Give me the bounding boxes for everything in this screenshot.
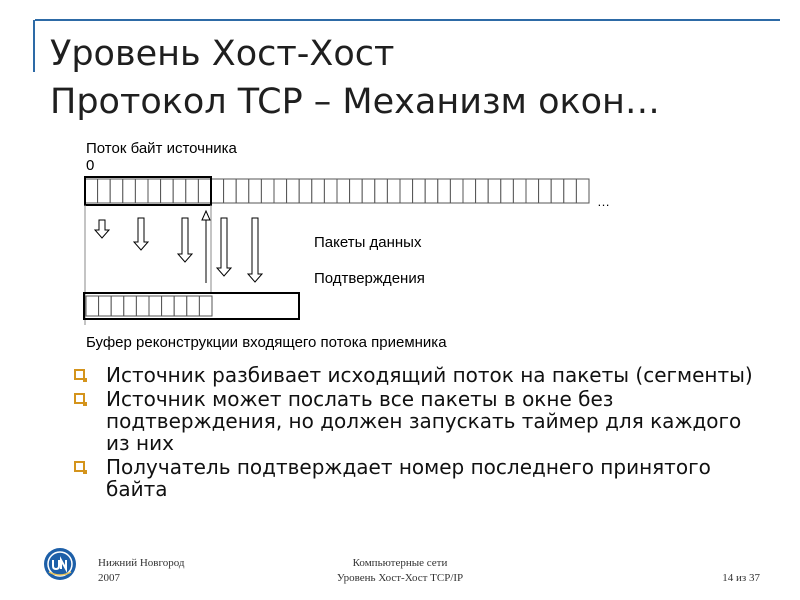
unn-logo-icon	[43, 547, 77, 581]
arrow-shape	[134, 218, 148, 250]
footer-course: Компьютерные сети	[352, 557, 448, 569]
source-byte-cell	[564, 179, 577, 203]
stream-continuation-ellipsis: …	[597, 194, 610, 209]
arrow-shape	[178, 218, 192, 262]
source-byte-cell	[287, 179, 300, 203]
receiver-buffer-cells	[86, 296, 212, 316]
buffer-byte-cell	[149, 296, 162, 316]
packet-arrows	[95, 218, 262, 282]
source-byte-cell	[123, 179, 136, 203]
source-byte-cell	[526, 179, 539, 203]
source-byte-cell	[148, 179, 161, 203]
receiver-buffer-label: Буфер реконструкции входящего потока приемника	[86, 334, 447, 351]
source-byte-cell	[85, 179, 98, 203]
source-byte-cell	[186, 179, 199, 203]
source-byte-cell	[350, 179, 363, 203]
bullet-square-icon	[74, 393, 85, 404]
buffer-byte-cell	[124, 296, 137, 316]
source-byte-cell	[261, 179, 274, 203]
data-packets-label: Пакеты данных	[314, 234, 422, 251]
source-byte-cell	[224, 179, 237, 203]
source-byte-cell	[463, 179, 476, 203]
footer-center	[300, 556, 500, 586]
bullet-text: Получатель подтверждает номер последнего принятого байта	[106, 455, 711, 501]
packet-down-arrow	[178, 218, 192, 262]
source-byte-cell	[173, 179, 186, 203]
arrow-shape	[248, 218, 262, 282]
source-byte-cell	[488, 179, 501, 203]
source-byte-cell	[450, 179, 463, 203]
source-byte-cell	[198, 179, 211, 203]
buffer-byte-cell	[111, 296, 124, 316]
footer-topic: Уровень Хост-Хост TCP/IP	[336, 572, 464, 584]
source-byte-cell	[274, 179, 287, 203]
source-byte-cell	[551, 179, 564, 203]
ack-arrow	[202, 211, 210, 283]
source-byte-cell	[249, 179, 262, 203]
source-byte-cell	[312, 179, 325, 203]
arrow-shape	[217, 218, 231, 276]
buffer-byte-cell	[199, 296, 212, 316]
source-byte-cell	[425, 179, 438, 203]
buffer-byte-cell	[99, 296, 112, 316]
source-byte-cell	[476, 179, 489, 203]
source-stream-label: Поток байт источника	[86, 140, 237, 157]
source-byte-cell	[400, 179, 413, 203]
packet-down-arrow	[95, 220, 109, 238]
buffer-byte-cell	[187, 296, 200, 316]
source-byte-stream	[85, 179, 589, 203]
source-byte-cell	[539, 179, 552, 203]
bullet-item	[70, 456, 770, 500]
footer-year: 2007	[98, 572, 120, 584]
bullet-text: Источник может послать все пакеты в окне без подтверждения, но должен запускать таймер для каждого из них	[106, 387, 742, 455]
bullet-item	[70, 364, 770, 386]
buffer-byte-cell	[136, 296, 149, 316]
source-byte-cell	[98, 179, 111, 203]
acknowledgements-label: Подтверждения	[314, 270, 425, 287]
source-byte-cell	[161, 179, 174, 203]
footer-page-number: 14 из 37	[722, 572, 760, 584]
zero-offset-label: 0	[86, 157, 95, 174]
source-byte-cell	[375, 179, 388, 203]
source-byte-cell	[438, 179, 451, 203]
bullet-square-icon	[74, 461, 85, 472]
arrow-shape	[95, 220, 109, 238]
bullet-square-icon	[74, 369, 85, 380]
title-line-1: Уровень Хост-Хост	[50, 34, 395, 74]
packet-down-arrow	[134, 218, 148, 250]
footer-city: Нижний Новгород	[98, 557, 185, 569]
source-byte-cell	[387, 179, 400, 203]
title-line-2: Протокол TCP – Механизм окон…	[50, 82, 660, 122]
bullet-text: Источник разбивает исходящий поток на пакеты (сегменты)	[106, 363, 753, 387]
source-byte-cell	[413, 179, 426, 203]
source-byte-cell	[576, 179, 589, 203]
source-byte-cell	[337, 179, 350, 203]
source-byte-cell	[110, 179, 123, 203]
source-byte-cell	[299, 179, 312, 203]
source-byte-cell	[236, 179, 249, 203]
source-byte-cell	[362, 179, 375, 203]
source-byte-cell	[324, 179, 337, 203]
packet-down-arrow	[217, 218, 231, 276]
packet-down-arrow	[248, 218, 262, 282]
source-byte-cell	[135, 179, 148, 203]
buffer-byte-cell	[162, 296, 175, 316]
bullet-item	[70, 388, 770, 454]
bullet-list	[70, 364, 770, 502]
source-byte-cell	[501, 179, 514, 203]
footer-left	[98, 556, 185, 586]
buffer-byte-cell	[174, 296, 187, 316]
source-byte-cell	[513, 179, 526, 203]
source-byte-cell	[211, 179, 224, 203]
buffer-byte-cell	[86, 296, 99, 316]
